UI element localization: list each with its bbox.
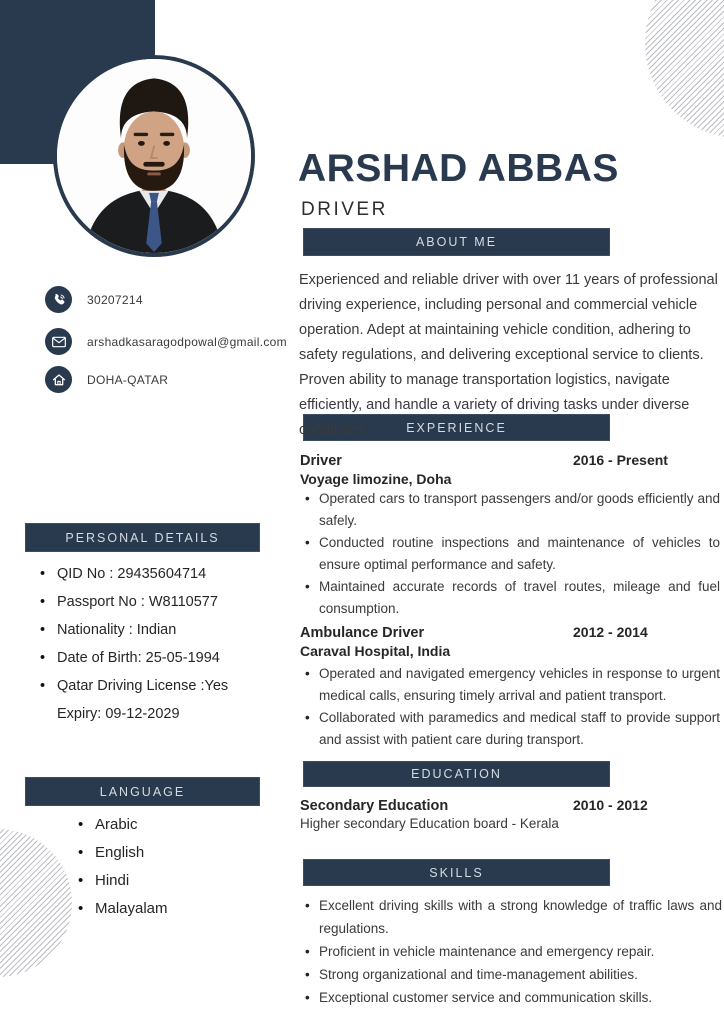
email-icon (45, 328, 72, 355)
personal-details-list (40, 566, 285, 734)
job-2-bullet-list (300, 663, 720, 751)
job-1-bullet: • Maintained accurate records of travel routes, mileage and fuel consumption. (300, 576, 720, 620)
phone-number: 30207214 (87, 292, 143, 307)
about-section-header (303, 228, 610, 256)
language-list (78, 817, 238, 929)
email-address: arshadkasaragodpowal@gmail.com (87, 334, 287, 349)
personal-detail-item: • Date of Birth: 25-05-1994 (40, 650, 285, 666)
personal-details-section-header (25, 523, 260, 552)
job-1-bullet: • Operated cars to transport passengers and/or goods efficiently and safely. (300, 488, 720, 532)
job-1-header (300, 452, 720, 488)
job-2-dates: 2012 - 2014 (573, 624, 648, 640)
language-item: • English (78, 845, 238, 861)
personal-detail-item: • Passport No : W8110577 (40, 594, 285, 610)
personal-details-heading: PERSONAL DETAILS (65, 530, 220, 545)
job-2-bullet: • Collaborated with paramedics and medical staff to provide support and assist with patient care during transport. (300, 707, 720, 751)
education-dates: 2010 - 2012 (573, 797, 648, 813)
phone-icon (45, 286, 72, 313)
education-degree: Secondary Education (300, 798, 449, 814)
personal-detail-item: • Qatar Driving License :Yes (40, 678, 285, 694)
education-entry (300, 797, 720, 833)
job-1-title: Driver (300, 453, 342, 469)
candidate-title: DRIVER (301, 199, 388, 220)
skills-section-header (303, 859, 610, 886)
hatched-circle-top-right (645, 0, 724, 138)
contact-phone (45, 286, 143, 313)
language-section-header (25, 777, 260, 806)
skill-item: • Exceptional customer service and communication skills. (300, 986, 722, 1009)
hatched-circle-bottom-left (0, 829, 72, 977)
job-1-bullet: • Conducted routine inspections and maintenance of vehicles to ensure optimal performance and safety. (300, 532, 720, 576)
job-1-company: Voyage limozine, Doha (300, 471, 452, 487)
location-text: DOHA-QATAR (87, 372, 169, 387)
personal-detail-item: • QID No : 29435604714 (40, 566, 285, 582)
language-item: • Arabic (78, 817, 238, 833)
profile-photo (53, 55, 255, 257)
education-heading: EDUCATION (411, 767, 502, 781)
skills-list (300, 894, 722, 1009)
job-2-company: Caraval Hospital, India (300, 643, 451, 659)
contact-location (45, 366, 168, 393)
home-icon (45, 366, 72, 393)
experience-heading: EXPERIENCE (406, 420, 507, 435)
language-item: • Hindi (78, 873, 238, 889)
job-1-dates: 2016 - Present (573, 452, 668, 468)
candidate-name: ARSHAD ABBAS (298, 147, 619, 190)
contact-email (45, 328, 287, 355)
portrait-illustration (57, 59, 251, 253)
skill-item: • Proficient in vehicle maintenance and emergency repair. (300, 940, 722, 963)
job-2-title: Ambulance Driver (300, 625, 425, 641)
about-text: Experienced and reliable driver with over 11 years of professional driving experience, including personal and commercial vehicle operation. Adept at maintaining vehicle condition, adhering to safety regulations, and delivering exceptional service to clients. Proven ability to manage transportation logistics, navigate efficiently, and handle a variety of driving tasks under diverse conditions. (299, 272, 718, 438)
skill-item: • Excellent driving skills with a strong knowledge of traffic laws and regulations. (300, 894, 722, 940)
personal-detail-expiry: Expiry: 09-12-2029 (57, 706, 180, 722)
job-2-header (300, 624, 720, 660)
about-heading: ABOUT ME (415, 235, 498, 249)
skill-item: • Strong organizational and time-management abilities. (300, 963, 722, 986)
education-section-header (303, 761, 610, 787)
language-heading: LANGUAGE (99, 784, 186, 799)
job-1-bullet-list (300, 488, 720, 620)
education-institution: Higher secondary Education board - Kerala (300, 816, 559, 831)
language-item: • Malayalam (78, 901, 238, 917)
personal-detail-item: • Nationality : Indian (40, 622, 285, 638)
job-2-bullet: • Operated and navigated emergency vehicles in response to urgent medical calls, ensuring timely arrival and patient transport. (300, 663, 720, 707)
skills-heading: SKILLS (429, 865, 484, 880)
